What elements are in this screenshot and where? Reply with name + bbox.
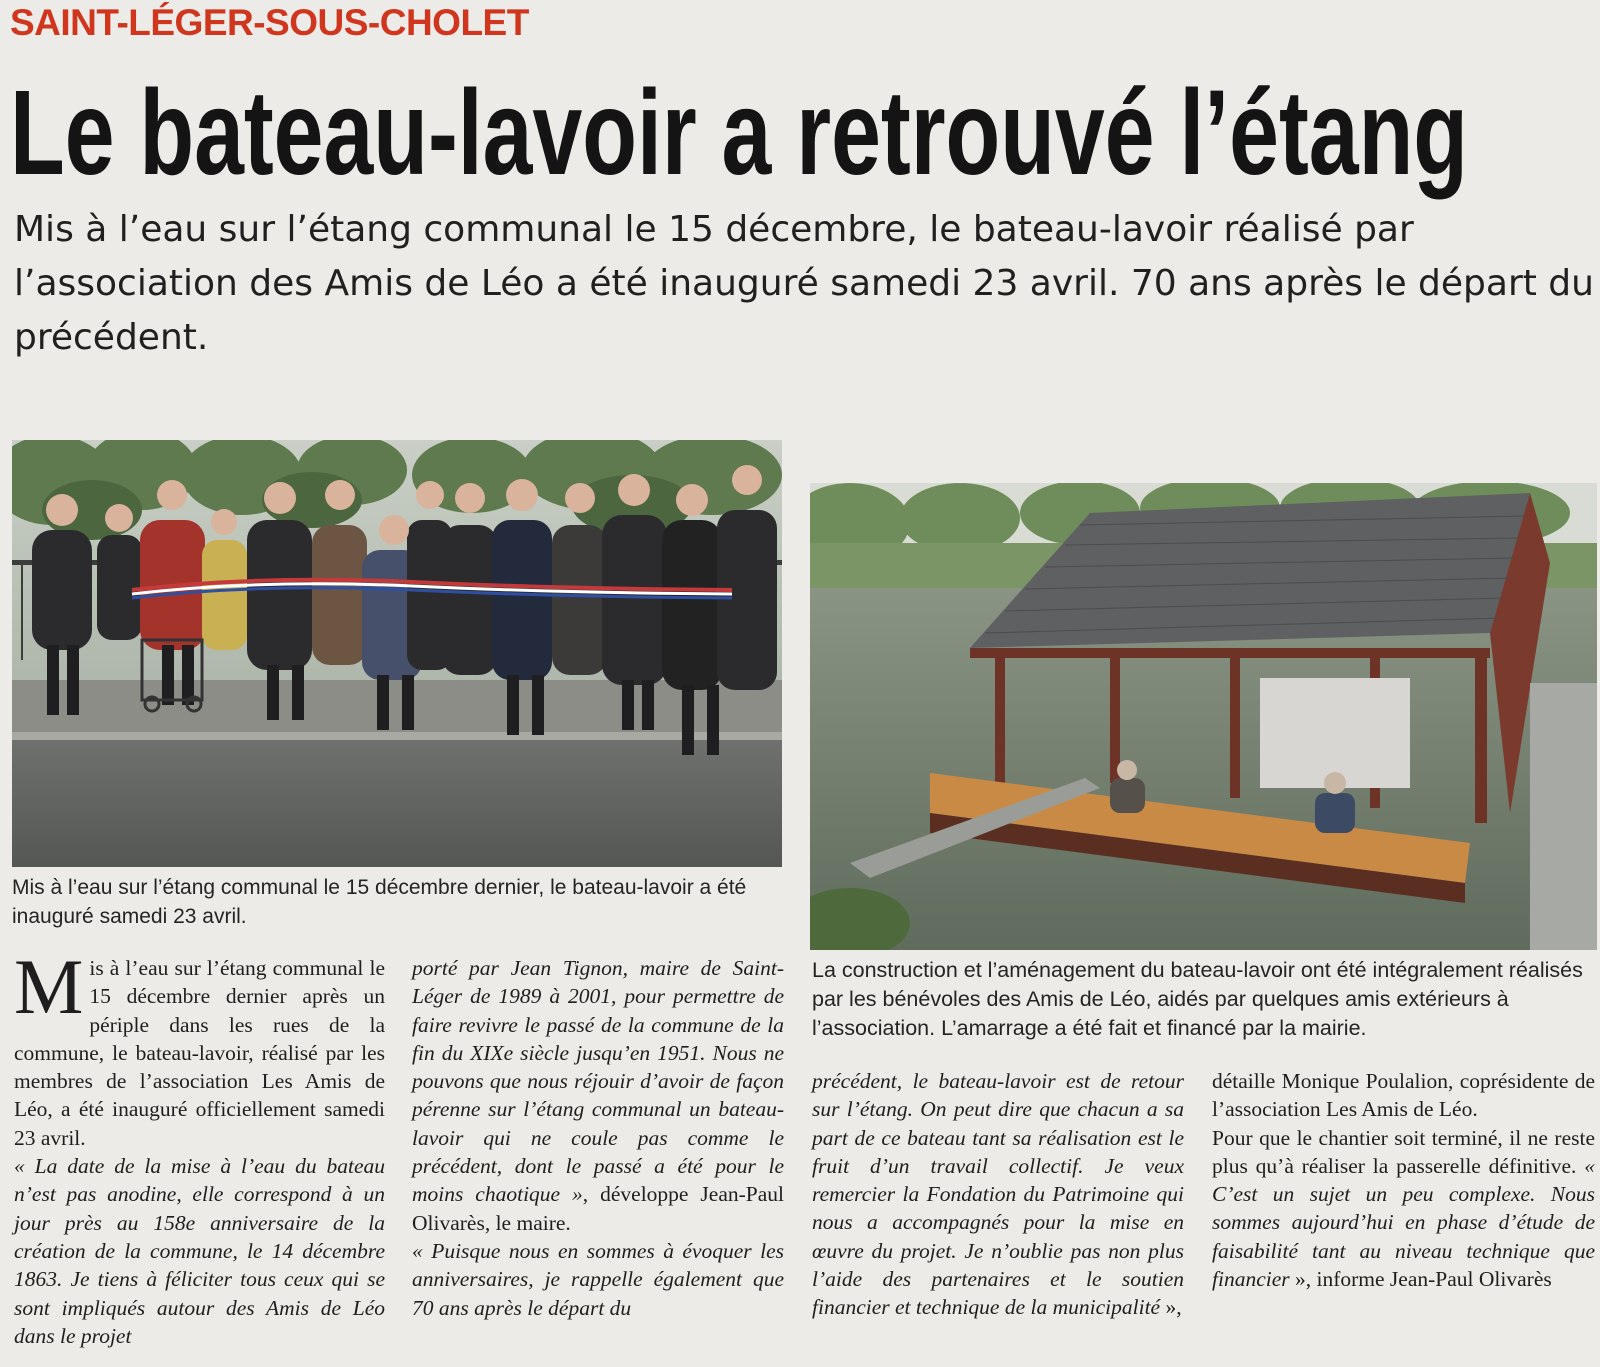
article-column-3 xyxy=(812,1067,1184,1322)
article-paragraph xyxy=(1212,1124,1595,1294)
ribbon-cutting-crowd-photo xyxy=(12,440,782,867)
quote-paragraph: « Puisque nous en sommes à évoquer les anniversaires, je rappelle également que 70 ans après le départ du xyxy=(412,1238,784,1320)
headline: Le bateau-lavoir a retrouvé l’étang xyxy=(10,64,1468,200)
article-paragraph xyxy=(412,954,784,1237)
photo-caption-right: La construction et l’aménagement du bateau-lavoir ont été intégralement réalisés par les bénévoles des Amis de Léo, aidés par quelques amis extérieurs à l’association. L’amarrage a été fait et financé par la mairie. xyxy=(812,958,1583,1040)
article-column-1 xyxy=(14,943,385,1350)
article-column-4 xyxy=(1212,1067,1595,1293)
photo-caption-left: Mis à l’eau sur l’étang communal le 15 décembre dernier, le bateau-lavoir a été inauguré samedi 23 avril. xyxy=(12,876,747,928)
article-column-2 xyxy=(412,954,784,1322)
boat-washhouse-on-pond-photo xyxy=(810,483,1597,950)
attribution-text: , développe Jean-Paul Olivarès, le maire. xyxy=(412,1182,784,1235)
quote-paragraph: « La date de la mise à l’eau du bateau n’est pas anodine, elle correspond à un jour près au 158e anniversaire de la création de la commune, le 14 décembre 1863. Je tiens à féliciter tous ceux qui se sont impliqués autour des Amis de Léo dans le projet xyxy=(14,1154,385,1348)
body-text: Pour que le chantier soit terminé, il ne reste plus qu’à réaliser la passerelle définitive. xyxy=(1212,1125,1595,1178)
standfirst: Mis à l’eau sur l’étang communal le 15 décembre, le bateau-lavoir réalisé par l’association des Amis de Léo a été inauguré samedi 23 avril. 70 ans après le départ du précédent. xyxy=(14,209,1594,358)
attribution-text: », informe Jean-Paul Olivarès xyxy=(1289,1267,1552,1292)
article-paragraph: détaille Monique Poulalion, coprésidente de l’association Les Amis de Léo. xyxy=(1212,1069,1595,1122)
quote-text: porté par Jean Tignon, maire de Saint-Léger de 1989 à 2001, pour permettre de faire revivre le passé de la commune de la fin du XIXe siècle jusqu’en 1951. Nous ne pouvons que nous réjouir d’avoir de façon pérenne sur l’étang communal un bateau-lavoir qui ne coule pas comme le précédent, dont le passé a été pour le moins chaotique » xyxy=(412,956,784,1207)
dropcap: M xyxy=(14,943,84,1030)
quote-text: précédent, le bateau-lavoir est de retour sur l’étang. On peut dire que chacun a sa part de ce bateau tant sa réalisation est le fruit d’un travail collectif. Je veux remercier la Fondation du Patrimoine qui nous a accompagnés pour la mise en œuvre du projet. Je n’oublie pas non plus l’aide des partenaires et le soutien financier et technique de la municipalité xyxy=(812,1069,1184,1320)
article-paragraph xyxy=(812,1067,1184,1322)
lead-text: is à l’eau sur l’étang communal le 15 décembre dernier après un périple dans les rues de la commune, le bateau-lavoir, réalisé par les membres de l’association Les Amis de Léo, a été inauguré officiellement samedi 23 avril. xyxy=(14,956,385,1150)
article-paragraph xyxy=(14,943,385,1152)
section-kicker: SAINT-LÉGER-SOUS-CHOLET xyxy=(10,2,529,43)
quote-text: « C’est un sujet un peu complexe. Nous sommes aujourd’hui en phase d’étude de faisabilité tant au niveau technique que financier xyxy=(1212,1153,1595,1292)
quote-close: », xyxy=(1160,1295,1182,1320)
